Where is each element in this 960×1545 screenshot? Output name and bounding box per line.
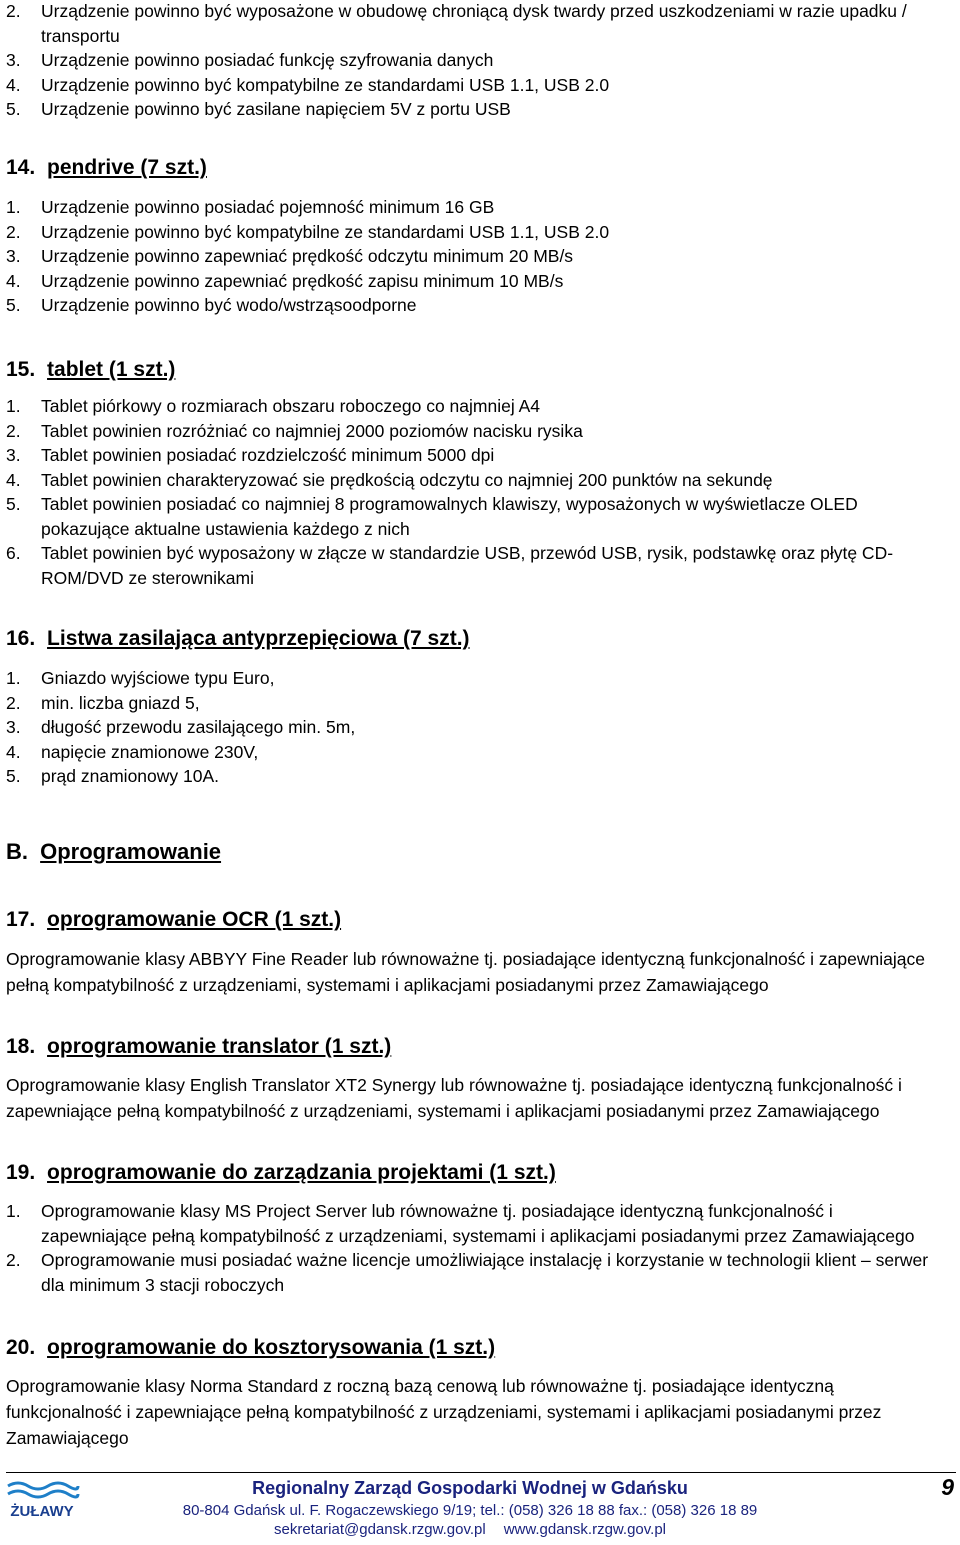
project-software-requirements-list [6, 1199, 940, 1297]
list-item-number: 6. [6, 543, 21, 563]
list-item-text: Gniazdo wyjściowe typu Euro, [41, 668, 275, 688]
list-item-text: Tablet powinien posiadać rozdzielczość minimum 5000 dpi [41, 445, 495, 465]
list-item-text: Urządzenie powinno być zasilane napięciem 5V z portu USB [41, 99, 511, 119]
list-item-number: 2. [6, 692, 21, 713]
section-title: pendrive (7 szt.) [47, 156, 207, 179]
list-item-text: długość przewodu zasilającego min. 5m, [41, 717, 356, 737]
section-title: oprogramowanie OCR (1 szt.) [47, 908, 342, 931]
list-item-text: Tablet powinien posiadać co najmniej 8 programowalnych klawiszy, wyposażonych w wyświetlacze OLED pokazujące aktualne ustawienia każdego z nich [41, 494, 858, 539]
list-item-number: 5. [6, 99, 21, 119]
section-number: 20. [6, 1336, 36, 1359]
list-item-text: Urządzenie powinno zapewniać prędkość zapisu minimum 10 MB/s [41, 270, 564, 291]
section-number: 16. [6, 627, 36, 650]
list-item [6, 443, 940, 468]
section-heading-18 [6, 1033, 940, 1061]
section-number: 14. [6, 156, 36, 179]
list-item-text: Tablet powinien rozróżniać co najmniej 2000 poziomów nacisku rysika [41, 420, 583, 441]
pendrive-requirements-list [6, 195, 940, 318]
list-item [6, 293, 940, 318]
list-item-number: 2. [6, 420, 21, 441]
list-item-number: 1. [6, 1201, 21, 1221]
list-item [6, 1248, 940, 1297]
power-strip-requirements-list [6, 666, 940, 789]
list-item [6, 269, 940, 294]
list-item-text: Urządzenie powinno zapewniać prędkość odczytu minimum 20 MB/s [41, 246, 574, 266]
section-number: B. [6, 839, 28, 864]
section-heading-19 [6, 1159, 940, 1187]
list-item-number: 4. [6, 469, 21, 490]
list-item-text: napięcie znamionowe 230V, [41, 741, 259, 762]
list-item-number: 1. [6, 396, 21, 416]
ocr-description: Oprogramowanie klasy ABBYY Fine Reader lub równoważne tj. posiadające identyczną funkcjonalność i zapewniające pełną kompatybilność z urządzeniami, systemami i aplikacjami posiadanymi przez Zamawiającego [6, 949, 925, 995]
section-heading-20 [6, 1334, 940, 1362]
list-item-text: prąd znamionowy 10A. [41, 766, 220, 786]
list-item-text: Tablet powinien charakteryzować sie prędkością odczytu co najmniej 200 punktów na sekundę [41, 469, 773, 490]
section-number: 18. [6, 1035, 36, 1058]
list-item [6, 73, 940, 98]
list-item [6, 740, 940, 765]
section-heading-b [6, 838, 940, 866]
section-number: 17. [6, 908, 36, 931]
list-item-number: 5. [6, 766, 21, 786]
page-number: 9 [941, 1474, 954, 1500]
section-title: oprogramowanie do zarządzania projektami (1 szt.) [47, 1161, 556, 1184]
footer-divider [6, 1472, 956, 1473]
list-item-number: 5. [6, 494, 21, 514]
list-item-text: Urządzenie powinno posiadać pojemność minimum 16 GB [41, 197, 495, 217]
list-item [6, 195, 940, 220]
list-item-number: 2. [6, 221, 21, 242]
list-item-number: 2. [6, 1250, 21, 1270]
translator-description: Oprogramowanie klasy English Translator XT2 Synergy lub równoważne tj. posiadające identyczną funkcjonalność i zapewniające pełną kompatybilność z urządzeniami, systemami i aplikacjami posiadanymi przez Zamawiającego [6, 1075, 902, 1121]
footer-organization: Regionalny Zarząd Gospodarki Wodnej w Gdańsku [252, 1478, 688, 1498]
list-item-text: Tablet piórkowy o rozmiarach obszaru roboczego co najmniej A4 [41, 396, 541, 416]
list-item [6, 1199, 940, 1248]
section-number: 19. [6, 1161, 36, 1184]
list-item-text: min. liczba gniazd 5, [41, 692, 200, 713]
list-item [6, 97, 940, 122]
section-heading-16 [6, 625, 940, 653]
list-item [6, 468, 940, 493]
section-title: Oprogramowanie [40, 839, 222, 864]
footer-address: 80-804 Gdańsk ul. F. Rogaczewskiego 9/19; tel.: (058) 326 18 88 fax.: (058) 326 18 89 [182, 1502, 758, 1519]
list-item-number: 1. [6, 668, 21, 688]
section-title: Listwa zasilająca antyprzepięciowa (7 szt.) [47, 627, 470, 650]
list-item [6, 419, 940, 444]
list-item-text: Oprogramowanie klasy MS Project Server lub równoważne tj. posiadające identyczną funkcjonalność i zapewniające pełną kompatybilność z urządzeniami, systemami i aplikacjami posiadanymi przez Zamawiającego [41, 1201, 915, 1246]
footer-email[interactable]: sekretariat@gdansk.rzgw.gov.pl [273, 1521, 486, 1538]
list-item [6, 691, 940, 716]
list-item-number: 3. [6, 445, 21, 465]
logo-text: ŻUŁAWY [10, 1503, 74, 1520]
section-heading-17 [6, 906, 940, 934]
device-requirements-list [6, 0, 940, 122]
section-title: tablet (1 szt.) [47, 358, 176, 381]
list-item-text: Oprogramowanie musi posiadać ważne licencje umożliwiające instalację i korzystanie w technologii klient – serwer dla minimum 3 stacji roboczych [41, 1250, 929, 1295]
list-item [6, 666, 940, 691]
list-item-number: 3. [6, 50, 21, 70]
list-item [6, 244, 940, 269]
list-item [6, 715, 940, 740]
list-item [6, 394, 940, 419]
tablet-requirements-list [6, 394, 940, 590]
list-item-number: 2. [6, 1, 21, 21]
section-title: oprogramowanie translator (1 szt.) [47, 1035, 392, 1058]
section-number: 15. [6, 358, 36, 381]
costing-description: Oprogramowanie klasy Norma Standard z roczną bazą cenową lub równoważne tj. posiadające identyczną funkcjonalność i zapewniające pełną kompatybilność z urządzeniami, systemami i aplikacjami posiadanymi przez Zamawiającego [6, 1376, 882, 1448]
list-item [6, 541, 940, 590]
footer-contacts [150, 1521, 790, 1538]
section-heading-15 [6, 356, 940, 384]
list-item-text: Urządzenie powinno posiadać funkcję szyfrowania danych [41, 50, 494, 70]
list-item-number: 4. [6, 741, 21, 762]
list-item [6, 492, 940, 541]
list-item [6, 0, 940, 48]
list-item-number: 1. [6, 197, 21, 217]
list-item-text: Tablet powinien być wyposażony w złącze w standardzie USB, przewód USB, rysik, podstawkę oraz płytę CD-ROM/DVD ze sterownikami [41, 543, 894, 588]
section-heading-14 [6, 154, 940, 182]
list-item-number: 4. [6, 270, 21, 291]
list-item [6, 220, 940, 245]
list-item-number: 5. [6, 295, 21, 315]
list-item-text: Urządzenie powinno być kompatybilne ze standardami USB 1.1, USB 2.0 [41, 221, 610, 242]
list-item [6, 764, 940, 789]
list-item-text: Urządzenie powinno być wyposażone w obudowę chroniącą dysk twardy przed uszkodzeniami w razie upadku / transportu [41, 1, 907, 46]
list-item-number: 4. [6, 74, 21, 95]
list-item-number: 3. [6, 246, 21, 266]
list-item-text: Urządzenie powinno być wodo/wstrząsoodporne [41, 295, 417, 315]
list-item-number: 3. [6, 717, 21, 737]
zulawy-logo-icon [4, 1476, 80, 1522]
footer-website[interactable]: www.gdansk.rzgw.gov.pl [503, 1521, 667, 1538]
list-item-text: Urządzenie powinno być kompatybilne ze standardami USB 1.1, USB 2.0 [41, 74, 610, 95]
section-title: oprogramowanie do kosztorysowania (1 szt.) [47, 1336, 496, 1359]
list-item [6, 48, 940, 73]
